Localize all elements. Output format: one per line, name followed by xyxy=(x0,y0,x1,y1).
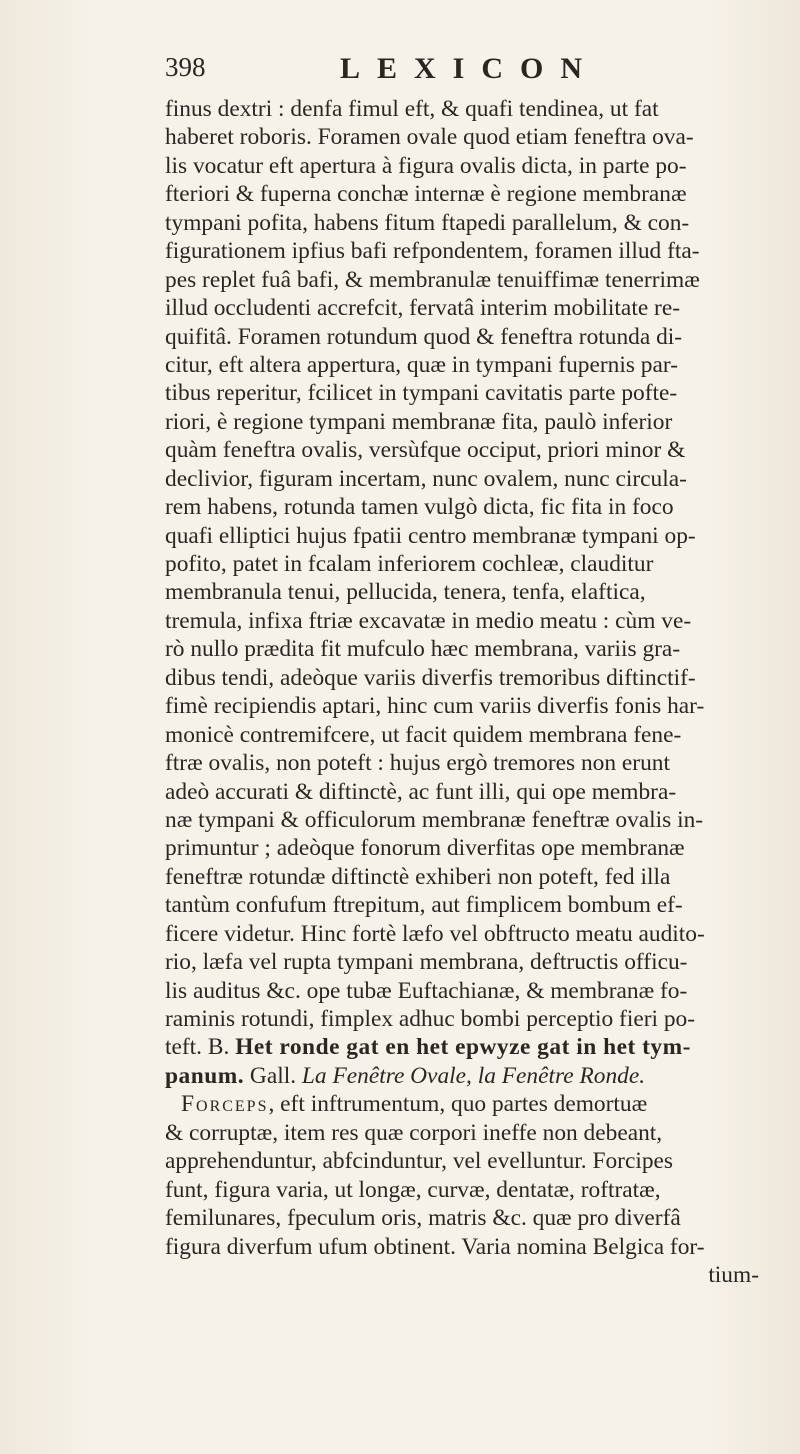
text-line: tympani pofita, habens fitum ftapedi parallelum, & con- xyxy=(165,209,690,236)
entry-text: , eft inftrumentum, quo partes demortuæ xyxy=(268,1091,648,1118)
text-line: illud occludenti accrefcit, fervatâ interim mobilitate re- xyxy=(165,295,681,322)
latin-text: teft. B. xyxy=(165,1034,230,1061)
text-line: rò nullo prædita fit mufculo hæc membrana, variis gra- xyxy=(165,636,681,663)
text-line: adeò accurati & diftinctè, ac funt illi, qui ope membra- xyxy=(165,778,677,805)
dutch-translation: panum. xyxy=(165,1062,245,1089)
text-line: funt, figura varia, ut longæ, curvæ, dentatæ, roftratæ, xyxy=(165,1176,661,1203)
text-line: lis vocatur eft apertura à figura ovalis dicta, in parte po- xyxy=(165,152,687,179)
text-line xyxy=(165,1090,775,1118)
text-line: finus dextri : denfa fimul eft, & quafi tendinea, ut fat xyxy=(165,96,659,122)
text-line: rem habens, rotunda tamen vulgò dicta, fic fita in foco xyxy=(165,494,674,521)
dutch-translation: Het ronde gat en het epwyze gat in het tym- xyxy=(235,1034,691,1061)
page-number: 398 xyxy=(165,52,206,82)
text-line: dibus tendi, adeòque variis diverfis tremoribus diftinctif- xyxy=(165,664,696,691)
text-line: ftræ ovalis, non poteft : hujus ergò tremores non erunt xyxy=(165,750,670,777)
text-line: citur, eft altera appertura, quæ in tympani fupernis par- xyxy=(165,351,678,378)
text-line: haberet roboris. Foramen ovale quod etiam feneftra ova- xyxy=(165,124,694,151)
text-line: femilunares, fpeculum oris, matris &c. quæ pro diverfâ xyxy=(165,1205,681,1232)
text-line: raminis rotundi, fimplex adhuc bombi perceptio fieri po- xyxy=(165,1006,696,1032)
text-line: tantùm confufum ftrepitum, aut fimplicem bombum ef- xyxy=(165,892,683,919)
text-line: figura diverfum ufum obtinent. Varia nomina Belgica for- xyxy=(165,1233,705,1260)
text-line: tibus reperitur, fcilicet in tympani cavitatis parte pofte- xyxy=(165,380,678,407)
text-line: primuntur ; adeòque fonorum diverfitas ope membranæ xyxy=(165,835,685,862)
catchword: tium- xyxy=(708,1261,759,1288)
text-line: rio, læfa vel rupta tympani membrana, deftructis officu- xyxy=(165,949,688,976)
text-line: feneftræ rotundæ diftinctè exhiberi non poteft, fed illa xyxy=(165,863,671,890)
entry-headword: Forceps xyxy=(181,1091,269,1118)
text-line: monicè contremifcere, ut facit quidem membrana fene- xyxy=(165,721,682,748)
text-line: quifitâ. Foramen rotundum quod & feneftra rotunda di- xyxy=(165,323,683,350)
text-line: apprehenduntur, abfcinduntur, vel evelluntur. Forcipes xyxy=(165,1148,674,1175)
text-line: fteriori & fuperna conchæ internæ è regione membranæ xyxy=(165,181,687,208)
text-line: fimè recipiendis aptari, hinc cum variis diverfis fonis har- xyxy=(165,693,705,720)
text-line: lis auditus &c. ope tubæ Euftachianæ, & membranæ fo- xyxy=(165,977,688,1004)
text-line: ficere videtur. Hinc fortè læfo vel obftructo meatu audito- xyxy=(165,920,705,947)
text-line xyxy=(165,1033,775,1061)
language-label: Gall. xyxy=(249,1062,297,1089)
running-head: LEXICON xyxy=(340,52,600,85)
text-line: quàm feneftra ovalis, versùfque occiput, priori minor & xyxy=(165,437,686,464)
text-body xyxy=(165,95,775,1289)
text-line: næ tympani & officulorum membranæ feneftræ ovalis in- xyxy=(165,806,704,833)
text-line: membranula tenui, pellucida, tenera, tenfa, elaftica, xyxy=(165,579,646,606)
text-line: pes replet fuâ bafi, & membranulæ tenuiffimæ tenerrimæ xyxy=(165,266,700,293)
page-header xyxy=(165,52,765,92)
text-line: & corruptæ, item res quæ corpori ineffe non debeant, xyxy=(165,1119,663,1146)
text-line: tremula, infixa ftriæ excavatæ in medio meatu : cùm ve- xyxy=(165,607,692,634)
french-translation: La Fenêtre Ovale, la Fenêtre Ronde. xyxy=(301,1062,646,1089)
text-line: figurationem ipfius bafi refpondentem, foramen illud fta- xyxy=(165,238,700,265)
text-line: riori, è regione tympani membranæ fita, paulò inferior xyxy=(165,408,673,435)
text-line: pofito, patet in fcalam inferiorem cochleæ, clauditur xyxy=(165,551,654,577)
text-line: quafi elliptici hujus fpatii centro membranæ tympani op- xyxy=(165,522,696,549)
text-line: declivior, figuram incertam, nunc ovalem, nunc circula- xyxy=(165,465,687,492)
text-line xyxy=(165,1062,775,1090)
